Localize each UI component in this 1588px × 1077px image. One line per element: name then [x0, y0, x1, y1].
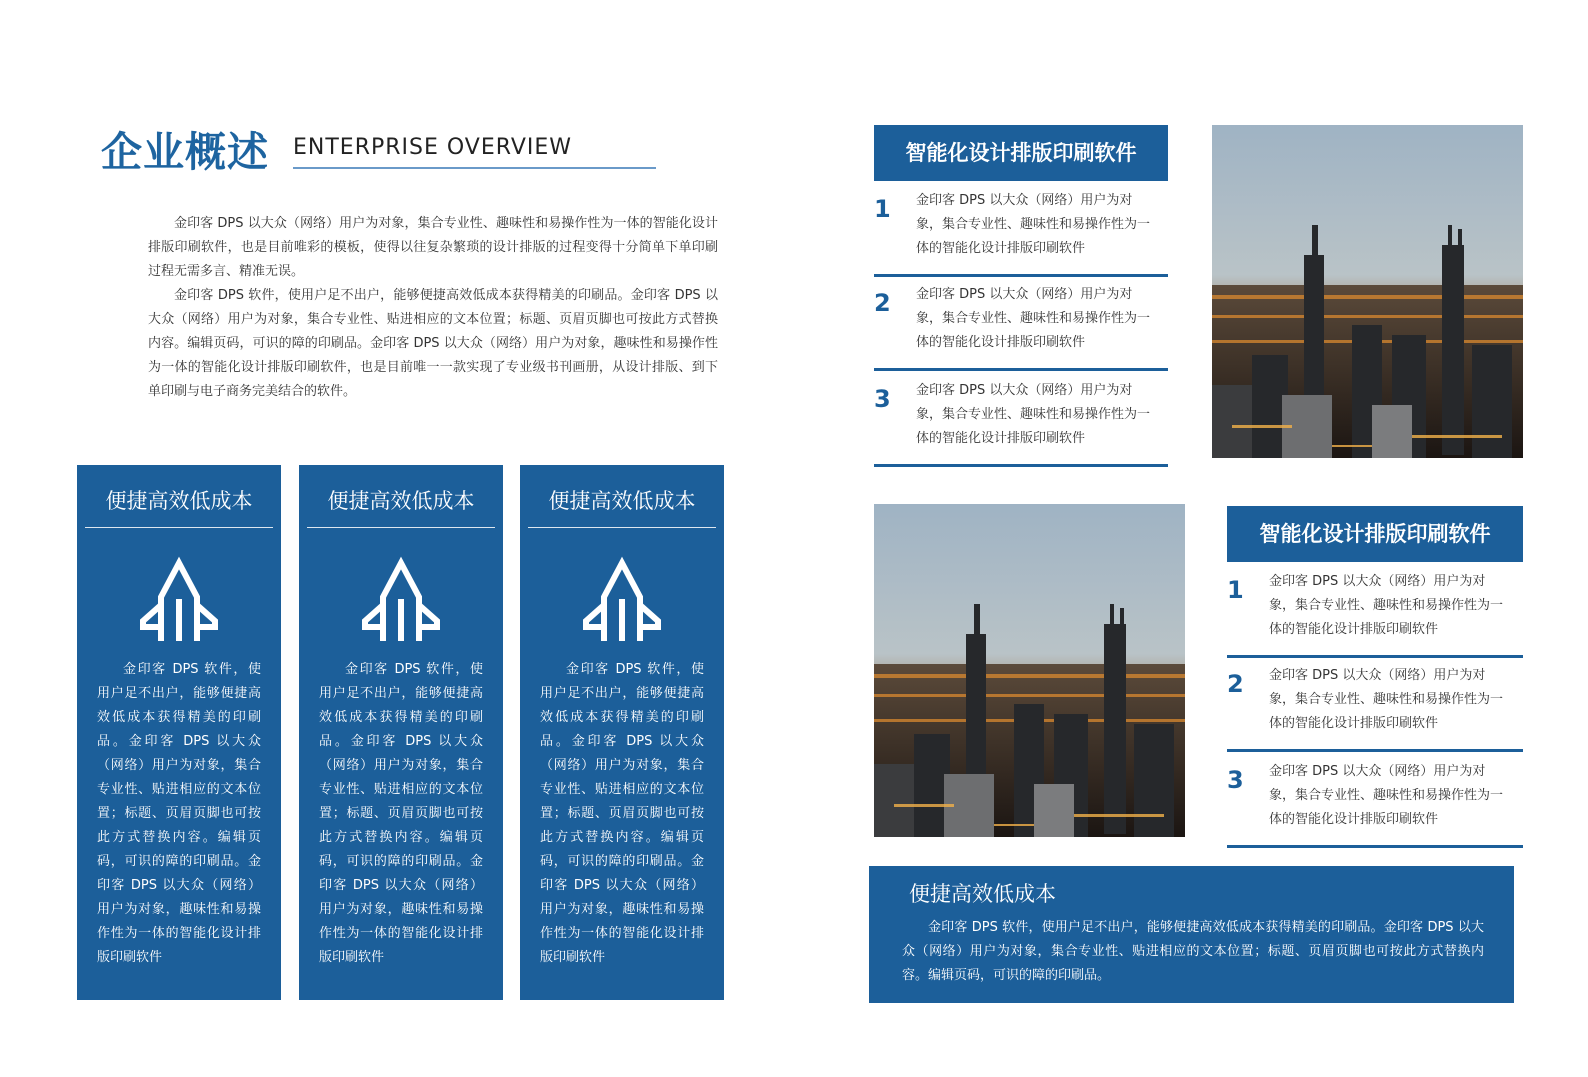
item-text: 金印客 DPS 以大众（网络）用户为对象，集合专业性、趣味性和易操作性为一体的智能化设计排版印刷软件 [1269, 764, 1504, 827]
list-item [1227, 660, 1523, 752]
intro-text [148, 212, 718, 404]
item-text: 金印客 DPS 以大众（网络）用户为对象，集合专业性、趣味性和易操作性为一体的智能化设计排版印刷软件 [916, 287, 1151, 350]
intro-paragraph: 金印客 DPS 软件，使用户足不出户，能够便捷高效低成本获得精美的印刷品。金印客 DPS 以大众（网络）用户为对象，集合专业性、贴进相应的文本位置；标题、页眉页脚也可按此方式替换内容。编辑页码，可识的障的印刷品。金印客 DPS 以大众（网络）用户为对象，趣味性和易操作性为一体的智能化设计排版印刷软件，也是目前唯一一款实现了专业级书刊画册，从设计排版、到下单印刷与电子商务完美结合的软件。 [148, 288, 718, 399]
card-title: 便捷高效低成本 [548, 489, 696, 513]
item-number: 3 [874, 385, 891, 413]
list-item [1227, 566, 1523, 658]
item-number: 3 [1227, 766, 1244, 794]
summary-box [869, 866, 1514, 1003]
card-divider [528, 527, 716, 528]
title-divider [293, 167, 656, 169]
item-text: 金印客 DPS 以大众（网络）用户为对象，集合专业性、趣味性和易操作性为一体的智能化设计排版印刷软件 [916, 193, 1151, 256]
city-photo [874, 504, 1185, 837]
feature-list-top [874, 125, 1168, 463]
card-title: 便捷高效低成本 [105, 489, 253, 513]
city-photo [1212, 125, 1523, 458]
card-title: 便捷高效低成本 [327, 489, 475, 513]
list-item [874, 185, 1168, 277]
card-divider [85, 527, 273, 528]
item-text: 金印客 DPS 以大众（网络）用户为对象，集合专业性、趣味性和易操作性为一体的智能化设计排版印刷软件 [1269, 574, 1504, 637]
card-divider [307, 527, 495, 528]
feature-card [520, 465, 724, 1000]
item-text: 金印客 DPS 以大众（网络）用户为对象，集合专业性、趣味性和易操作性为一体的智能化设计排版印刷软件 [916, 383, 1151, 446]
page-subtitle: ENTERPRISE OVERVIEW [293, 135, 573, 160]
feature-card [77, 465, 281, 1000]
summary-body: 金印客 DPS 软件，使用户足不出户，能够便捷高效低成本获得精美的印刷品。金印客 DPS 以大众（网络）用户为对象，集合专业性、贴进相应的文本位置；标题、页眉页脚也可按此方式替换内容。编辑页码，可识的障的印刷品。 [902, 920, 1484, 983]
feature-list-bottom [1227, 506, 1523, 844]
building-icon [361, 555, 441, 641]
building-icon [582, 555, 662, 641]
building-icon [139, 555, 219, 641]
page-title: 企业概述 [101, 128, 269, 176]
summary-title: 便捷高效低成本 [909, 882, 1056, 906]
feature-list-header: 智能化设计排版印刷软件 [874, 125, 1168, 181]
item-text: 金印客 DPS 以大众（网络）用户为对象，集合专业性、趣味性和易操作性为一体的智能化设计排版印刷软件 [1269, 668, 1504, 731]
item-number: 2 [874, 289, 891, 317]
card-body: 金印客 DPS 软件，使用户足不出户，能够便捷高效低成本获得精美的印刷品。金印客 DPS 以大众（网络）用户为对象，集合专业性、贴进相应的文本位置；标题、页眉页脚也可按此方式替换内容。编辑页码，可识的障的印刷品。金印客 DPS 以大众（网络）用户为对象，趣味性和易操作性为一体的智能化设计排版印刷软件 [97, 662, 261, 965]
card-body: 金印客 DPS 软件，使用户足不出户，能够便捷高效低成本获得精美的印刷品。金印客 DPS 以大众（网络）用户为对象，集合专业性、贴进相应的文本位置；标题、页眉页脚也可按此方式替换内容。编辑页码，可识的障的印刷品。金印客 DPS 以大众（网络）用户为对象，趣味性和易操作性为一体的智能化设计排版印刷软件 [319, 662, 483, 965]
item-number: 2 [1227, 670, 1244, 698]
feature-list-header: 智能化设计排版印刷软件 [1227, 506, 1523, 562]
list-item [874, 375, 1168, 467]
list-item [874, 279, 1168, 371]
list-item [1227, 756, 1523, 848]
intro-paragraph: 金印客 DPS 以大众（网络）用户为对象，集合专业性、趣味性和易操作性为一体的智能化设计排版印刷软件，也是目前唯彩的模板，使得以往复杂繁琐的设计排版的过程变得十分简单下单印刷过程无需多言、精准无误。 [148, 216, 718, 279]
feature-card [299, 465, 503, 1000]
item-number: 1 [1227, 576, 1244, 604]
card-body: 金印客 DPS 软件，使用户足不出户，能够便捷高效低成本获得精美的印刷品。金印客 DPS 以大众（网络）用户为对象，集合专业性、贴进相应的文本位置；标题、页眉页脚也可按此方式替换内容。编辑页码，可识的障的印刷品。金印客 DPS 以大众（网络）用户为对象，趣味性和易操作性为一体的智能化设计排版印刷软件 [540, 662, 704, 965]
item-number: 1 [874, 195, 891, 223]
